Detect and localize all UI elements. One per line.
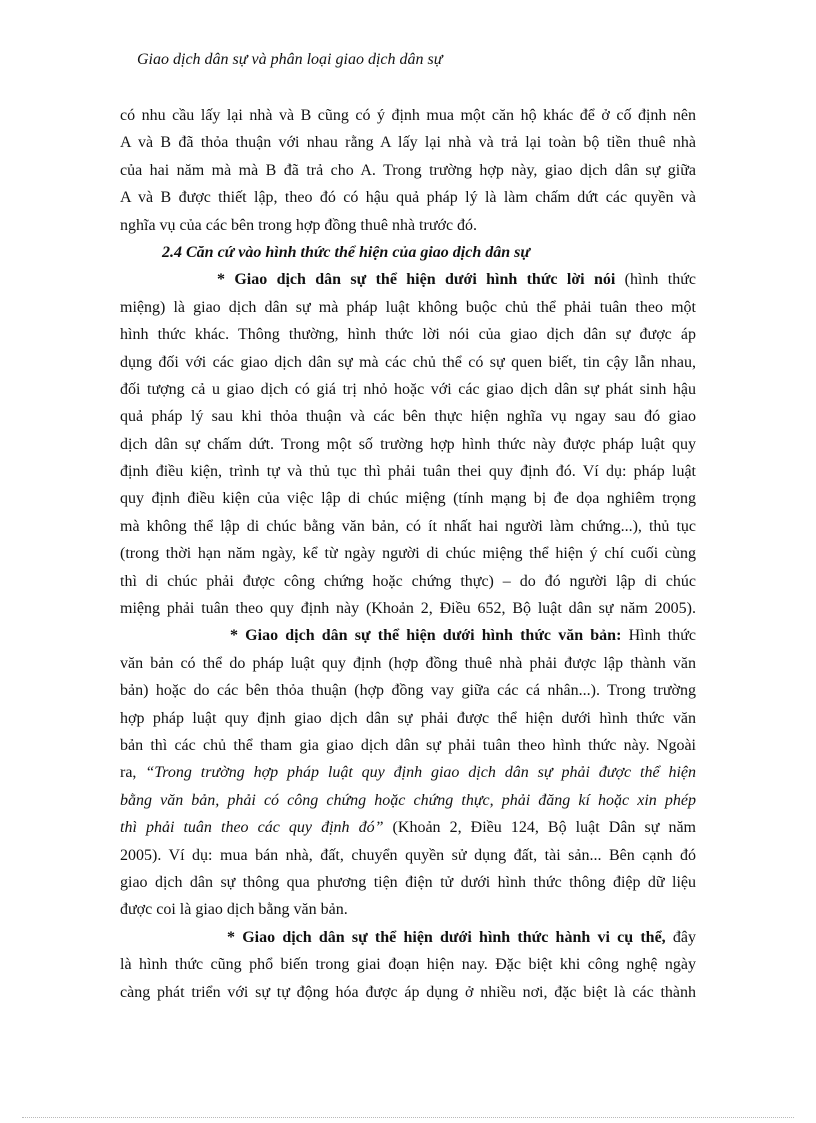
text-line: bản) hoặc do các bên thỏa thuận (hợp đồng vay giữa các cá nhân...). Trong trường (120, 682, 696, 700)
citation: (Khoản 2, Điều 124, Bộ luật Dân sự năm (383, 819, 696, 837)
text-line: văn bản có thể do pháp luật quy định (hợp đồng thuê nhà phải được lập thành văn (120, 654, 696, 672)
text-line: quy định điều kiện của việc lập di chúc miệng (tính mạng bị đe dọa nghiêm trọng (120, 490, 696, 508)
lead-bold: * Giao dịch dân sự thể hiện dưới hình thức hành vi cụ thể, (227, 928, 666, 946)
lead-bold: * Giao dịch dân sự thể hiện dưới hình thức văn bản: (230, 627, 622, 645)
text-line: (trong thời hạn năm ngày, kể từ ngày người di chúc miệng thể hiện ý chí cuối cùng (120, 545, 696, 563)
text-line: quả pháp lý sau khi thỏa thuận và các bên thực hiện nghĩa vụ ngay sau đó giao (120, 408, 696, 426)
text-line: nghĩa vụ của các bên trong hợp đồng thuê nhà trước đó. (120, 216, 478, 234)
text-line: hợp pháp luật quy định giao dịch dân sự phải được thể hiện dưới hình thức văn (120, 709, 696, 727)
text-line: có nhu cầu lấy lại nhà và B cũng có ý định mua một căn hộ khác để ở cố định nên (120, 107, 696, 124)
text-line: dịch dân sự chấm dứt. Trong một số trường hợp hình thức này được pháp luật quy (120, 435, 696, 453)
legal-quote: “Trong trường hợp pháp luật quy định giao dịch dân sự phải được thể hiện (145, 764, 697, 782)
text-line: định điều kiện, trình tự và thủ tục thì phải tuân thei quy định đó. Ví dụ: pháp luật (120, 463, 696, 481)
lead-bold: * Giao dịch dân sự thể hiện dưới hình thức lời nói (217, 271, 616, 289)
quote-prefix: ra, (120, 764, 146, 782)
legal-quote: thì phải tuân theo các quy định đó” (120, 819, 384, 837)
text-line: 2005). Ví dụ: mua bán nhà, đất, chuyển quyền sử dụng đất, tài sản... Bên cạnh đó (120, 846, 696, 864)
legal-quote: bằng văn bản, phải có công chứng hoặc chứng thực, phải đăng kí hoặc xin phép (120, 791, 696, 809)
paragraph-oral-form (120, 266, 696, 622)
text-line: A và B đã thỏa thuận với nhau rằng A lấy lại nhà và trả lại toàn bộ tiền thuê nhà (120, 134, 696, 152)
quote-line (120, 814, 696, 841)
text-line: miệng) là giao dịch dân sự mà pháp luật không buộc chủ thể phải tuân theo một (120, 298, 696, 316)
text-line: giao dịch dân sự thông qua phương tiện điện tử dưới hình thức thông điệp dữ liệu (120, 873, 696, 891)
paragraph-lead-line (120, 266, 696, 293)
text-line: mà không thể lập di chúc bằng văn bản, có ít nhất hai người làm chứng...), thủ tục (120, 517, 696, 535)
page-header-title: Giao dịch dân sự và phân loại giao dịch dân sự (137, 51, 443, 68)
text-line: bản thì các chủ thể tham gia giao dịch dân sự phải tuân theo hình thức này. Ngoài (120, 736, 696, 754)
quote-line (120, 787, 696, 814)
text-line: A và B được thiết lập, theo đó có hậu quả pháp lý là làm chấm dứt các quyền và (120, 189, 696, 207)
document-body (120, 102, 696, 1006)
text-line: của hai năm mà mà B đã trả cho A. Trong trường hợp này, giao dịch dân sự giữa (120, 161, 696, 179)
paragraph-lead-line (120, 622, 696, 649)
quote-line (120, 759, 696, 786)
lead-rest: Hình thức (621, 627, 697, 645)
text-line: dụng đối với các giao dịch dân sự mà các chủ thể có sự quen biết, tin cậy lẫn nhau, (120, 353, 696, 371)
text-line: được coi là giao dịch bằng văn bản. (120, 901, 348, 919)
section-heading: 2.4 Căn cứ vào hình thức thể hiện của giao dịch dân sự (162, 243, 530, 261)
text-line: miệng phải tuân theo quy định này (Khoản 2, Điều 652, Bộ luật dân sự năm 2005). (120, 600, 696, 618)
text-line: đối tượng cả u giao dịch có giá trị nhỏ hoặc với các giao dịch dân sự phát sinh hậu (120, 380, 696, 398)
paragraph-conduct-form (120, 924, 696, 1006)
text-line: càng phát triển với sự tự động hóa được áp dụng ở nhiều nơi, đặc biệt là các thành (120, 983, 696, 1001)
paragraph-written-form (120, 622, 696, 923)
page-bottom-divider (22, 1117, 794, 1118)
text-line: hình thức khác. Thông thường, hình thức lời nói của giao dịch dân sự được áp (120, 326, 696, 344)
text-line: là hình thức cũng phổ biến trong giai đoạn hiện nay. Đặc biệt khi công nghệ ngày (120, 956, 696, 974)
text-line: thì di chúc phải được công chứng hoặc chứng thực) – do đó người lập di chúc (120, 572, 696, 590)
paragraph-1 (120, 102, 696, 239)
lead-rest: (hình thức (615, 271, 696, 289)
paragraph-lead-line (120, 924, 696, 951)
lead-rest: đây (665, 928, 697, 946)
